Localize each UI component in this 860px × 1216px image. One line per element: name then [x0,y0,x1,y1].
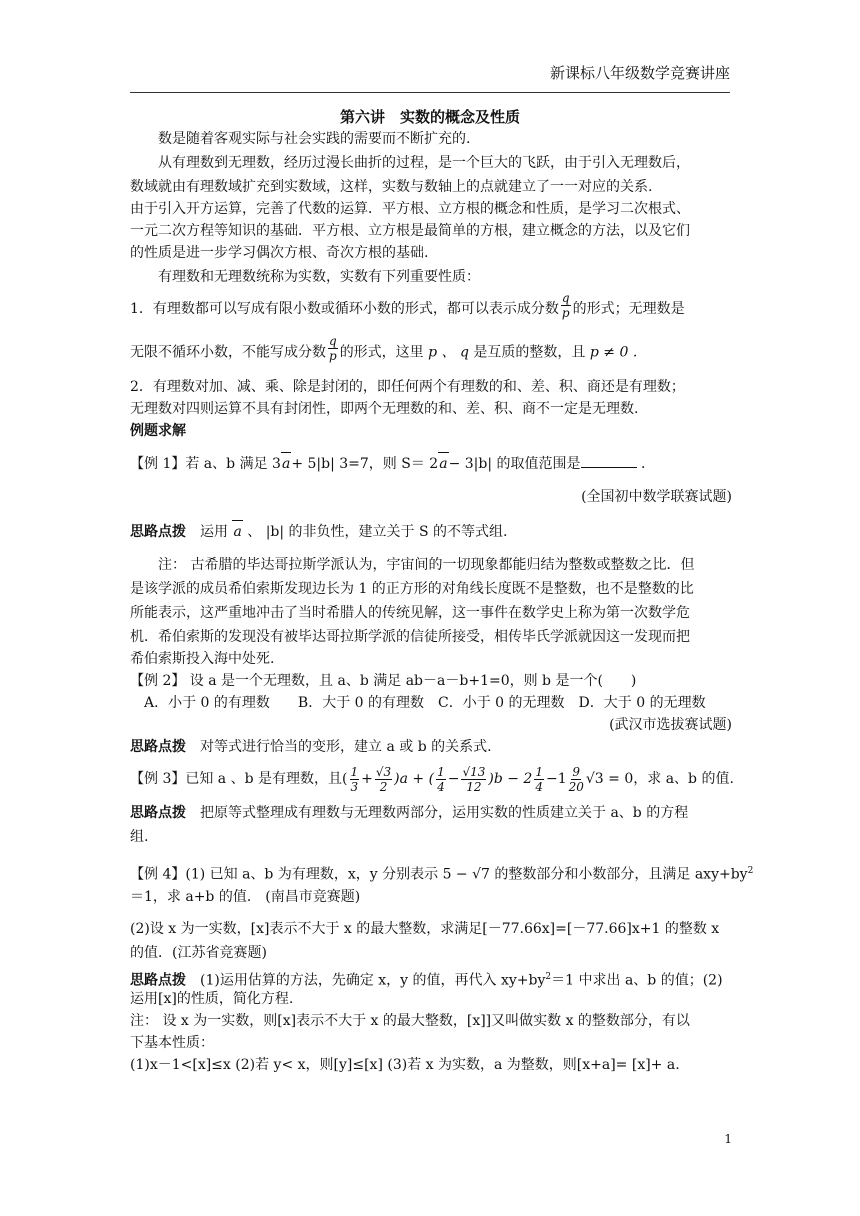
example-3-label: 【例 3】 [130,771,186,787]
fraction-q-over-p-2: $\frac{q}{p}$ [329,334,337,363]
note-2-line-1: 注： 设 x 为一实数，则[x]表示不大于 x 的最大整数，[x]]又叫做实数 x 的整数部分，有以 [130,1013,690,1029]
note-2-line-2: 下基本性质： [130,1035,214,1051]
example-3: 【例 3】已知 a 、b 是有理数，且( $\frac{1}{3}$ + $\frac{√3}{2}$ )a + ( $\frac{1}{4}$ − $\frac{√13}{12}$ )b − 2 $\frac{1}{4}$ −1 $\frac{9}{20}$ √3 = 0，求 a、b 的值. [130,764,734,794]
example-2-source: (武汉市选拔赛试题) [609,717,732,733]
property-1-line-2: 无限不循环小数，不能写成分数 $\frac{q}{p}$ 的形式，这里 p 、 q 是互质的整数，且 p ≠ 0 . [130,334,638,363]
example-2-label: 【例 2】 [130,673,186,689]
note-1-line-1: 注： 古希腊的毕达哥拉斯学派认为，宇宙间的一切现象都能归结为整数或整数之比．但 [158,557,695,573]
example-4-hint-line-2: 运用[x]的性质，简化方程. [130,991,294,1007]
example-4-hint-line-1: 思路点拨 (1)运用估算的方法，先确定 x，y 的值，再代入 $xy+by^2=1$ 中求出 a、b 的值；(2) [130,972,723,989]
property-2-line-2: 无理数对四则运算不具有封闭性，即两个无理数的和、差、积、商不一定是无理数. [130,401,639,417]
intro-line-3: 数域就由有理数域扩充到实数域，这样，实数与数轴上的点就建立了一一对应的关系. [130,179,653,195]
note-1-line-5: 希伯索斯投入海中处死. [130,651,275,667]
example-4-label: 【例 4】 [130,866,186,883]
example-3-hint-line-2: 组. [130,829,149,845]
example-4-line-2: ＝1，求 a+b 的值． (南昌市竞赛题) [130,889,361,905]
fraction-9-20: $\frac{9}{20}$ [568,764,584,794]
fraction-q-over-p: $\frac{q}{p}$ [561,290,570,320]
fraction-sqrt3-2: $\frac{√3}{2}$ [375,764,392,794]
intro-line-2: 从有理数到无理数，经历过漫长曲折的过程，是一个巨大的飞跃，由于引入无理数后， [158,155,690,171]
example-4-line-3: (2)设 x 为一实数，[x]表示不大于 x 的最大整数，求满足[－77.66x]=[－77.66]x+1 的整数 x [130,921,720,937]
note-2-line-3: (1)x－1<[x]≤x (2)若 y< x，则[y]≤[x] (3)若 x 为实数，a 为整数，则[x+a]= [x]+ a. [130,1057,680,1073]
note-1-line-3: 所能表示，这严重地冲击了当时希腊人的传统见解，这一事件在数学史上称为第一次数学危 [130,605,690,621]
fraction-1-3: $\frac{1}{3}$ [350,764,359,794]
intro-line-1: 数是随着客观实际与社会实践的需要而不断扩充的. [158,131,471,147]
example-1-hint: 思路点拨 运用 a 、 |b| 的非负性，建立关于 S 的不等式组. [130,520,732,542]
intro-line-6: 的性质是进一步学习偶次方根、奇次方根的基础. [130,245,429,261]
section-heading: 例题求解 [130,423,186,439]
example-2-options: A．小于 0 的有理数 B．大于 0 的有理数 C．小于 0 的无理数 D．大于 0 的无理数 [144,695,706,711]
example-1: 【例 1】若 a、b 满足 3a+ 5|b| 3=7，则 S＝ 2a− 3|b| 的取值范围是 ． [130,452,732,474]
intro-line-7: 有理数和无理数统称为实数，实数有下列重要性质： [158,269,480,285]
example-1-source: (全国初中数学联赛试题) [581,489,732,505]
note-1-line-4: 机．希伯索斯的发现没有被毕达哥拉斯学派的信徒所接受，相传毕氏学派就因这一发现而把 [130,629,690,645]
intro-line-5: 一元二次方程等知识的基础．平方根、立方根是最简单的方根，建立概念的方法，以及它们 [130,223,690,239]
example-2: 【例 2】 设 a 是一个无理数，且 a、b 满足 ab－a－b+1=0，则 b 是一个( ) [130,673,637,689]
page-title: 第六讲 实数的概念及性质 [339,108,520,126]
running-header: 新课标八年级数学竞赛讲座 [549,64,730,82]
intro-line-4: 由于引入开方运算，完善了代数的运算．平方根、立方根的概念和性质，是学习二次根式、 [130,201,690,217]
example-4-line-4: 的值．(江苏省竞赛题) [130,945,267,961]
fraction-1-4-b: $\frac{1}{4}$ [535,764,543,794]
example-1-label: 【例 1】 [130,456,186,472]
property-1-line-1 [130,290,732,328]
fraction-1-4: $\frac{1}{4}$ [437,764,445,794]
property-1-text-a: 1．有理数都可以写成有限小数或循环小数的形式，都可以表示成分数 [130,301,559,317]
page-number: 1 [724,1132,732,1146]
example-2-hint: 思路点拨 对等式进行恰当的变形，建立 a 或 b 的关系式. [130,739,492,755]
example-3-hint-line-1: 思路点拨 把原等式整理成有理数与无理数两部分，运用实数的性质建立关于 a、b 的方程 [130,805,689,821]
note-1-line-2: 是该学派的成员希伯索斯发现边长为 1 的正方形的对角线长度既不是整数，也不是整数的比 [130,581,694,597]
answer-blank [581,453,637,468]
example-4-line-1: 【例 4】(1) 已知 a、b 为有理数，x，y 分别表示 5 − √7 的整数部分和小数部分，且满足 $axy+by^2$ [130,866,754,883]
property-1-text-b: 的形式；无理数是 [572,301,685,317]
fraction-sqrt13-12: $\frac{√13}{12}$ [462,764,486,794]
header-rule [130,92,730,93]
property-2-line-1: 2．有理数对加、减、乘、除是封闭的，即任何两个有理数的和、差、积、商还是有理数； [130,379,685,395]
